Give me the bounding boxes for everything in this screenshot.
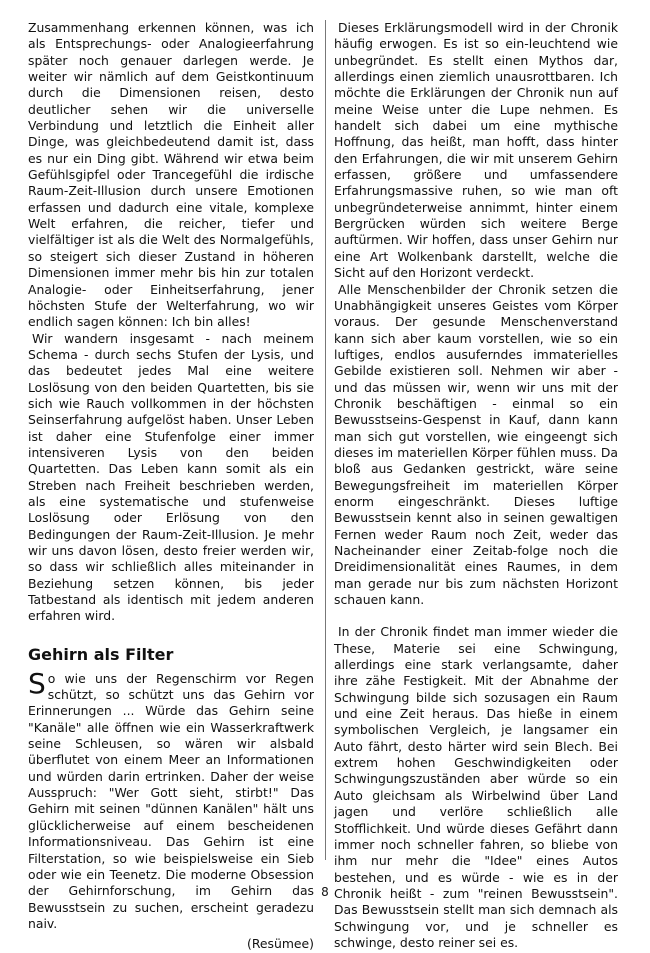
dropcap-letter: S <box>28 666 46 700</box>
right-column <box>334 20 618 951</box>
left-column <box>28 20 314 953</box>
section-heading: Gehirn als Filter <box>28 644 174 664</box>
page-number: 8 <box>321 885 329 899</box>
left-paragraph-1: Zusammenhang erkennen können, was ich als Entsprechungs- oder Analogieerfahrung später noch genauer darlegen werde. Je weiter wir nämlich auf dem Geistkontinuum durch die Dimensionen reisen, desto deutlicher sehen wir die universelle Verbindung und letztlich die Einheit aller Dinge, was gleichbedeutend damit ist, dass es nur ein Ding gibt. Während wir etwa beim Gefühlsgipfel oder Trancegefühl die irdische Raum-Zeit-Illusion durch unsere Emotionen erfassen und dadurch eine vitale, komplexe Welt erfahren, die reicher, tiefer und vielfältiger ist als die Welt des Normalgefühls, so steigert sich dieser Zustand in höheren Dimensionen immer mehr bis hin zur totalen Analogie- oder Einheitserfahrung, jener höchsten Stufe der Welterfahrung, wo wir endlich sagen können: Ich bin alles! <box>28 20 314 330</box>
left-paragraph-3-text: o wie uns der Regenschirm vor Regen schützt, so schützt uns das Gehirn vor Erinnerungen ... Würde das Gehirn seine "Kanäle" alle öffnen wie ein Wasserkraftwerk seine Schleusen, so wären wir alsbald überflutet von einem Meer an Informationen und würden darin ertrinken. Daher der weise Ausspruch: "Wer Gott sieht, stirbt!" Das Gehirn mit seinen "dünnen Kanälen" hält uns glücklicherweise auf einem bescheidenen Informationsniveau. Das Gehirn ist eine Filterstation, so wie beispielsweise ein Sieb oder wie ein Teenetz. Die moderne Obsession der Gehirnforschung, im Gehirn das Bewusstsein zu suchen, erscheint geradezu naiv. <box>28 670 314 931</box>
right-paragraph-1: Dieses Erklärungsmodell wird in der Chronik häufig erwogen. Es ist so ein-leuchtend wie unbegründet. Es stellt einen Mythos dar, allerdings einen ziemlich unausrottbaren. Ich möchte die Erklärungen der Chronik nun auf meine Weise unter die Lupe nehmen. Es handelt sich dabei um eine mythische Hoffnung, das heißt, man hofft, dass hinter den Erfahrungen, die wir mit unserem Gehirn erfassen, größere und umfassendere Erfahrungsmassive ruhen, so wie man oft unbegründeterweise annimmt, hinter einem Bergrücken würden sich weitere Berge auftürmen. Wir hoffen, dass unser Gehirn nur eine Art Wolkenbank darstellt, welche die Sicht auf den Horizont verdeckt. <box>334 20 618 281</box>
right-paragraph-2: Alle Menschenbilder der Chronik setzen die Unabhängigkeit unseres Geistes vom Körper voraus. Der gesunde Menschenverstand kann sich aber kaum vorstellen, wie so ein luftiges, endlos ausuferndes immaterielles Gebilde existieren soll. Nehmen wir aber - und das müssen wir, wenn wir uns mit der Chronik beschäftigen - einmal so ein Bewusstseins-Gespenst in Kauf, dann kann man sich gut vorstellen, wie eingeengt sich dieses im materiellen Körper fühlen muss. Da bloß aus Gedanken gestrickt, wäre seine Bewegungsfreiheit im materiellen Körper enorm eingeschränkt. Dieses luftige Bewusstsein kennt also in seinen gewaltigen Fernen weder Raum noch Zeit, weder das Nacheinander einer Zeitab-folge noch die Dreidimensionalität eines Raumes, in dem man gerade nur bis zum nächsten Horizont schauen kann. <box>334 281 618 608</box>
right-paragraph-3: In der Chronik findet man immer wieder die These, Materie sei eine Schwingung, allerdings eine stark verlangsamte, daher ihre zähe Festigkeit. Mit der Abnahme der Schwingung bilde sich sozusagen ein Raum und eine Zeit heraus. Das hieße in einem symbolischen Vergleich, je langsamer ein Auto fährt, desto härter wird sein Blech. Bei extrem hohen Geschwindigkeiten oder Schwingungszuständen aber würde so ein Auto gleichsam als Wirbelwind über Land jagen und verlöre schließlich alle Stofflichkeit. Und würde dieses Gefährt dann immer noch schneller fahren, so bliebe von ihm nur mehr die "Idee" eines Autos bestehen, und es würde - wie es in der Chronik heißt - zum "reinen Bewusstsein". Das Bewusstsein stellt man sich demnach als Schwingung vor, und je schneller es schwinge, desto reiner sei es. <box>334 624 618 950</box>
signature: (Resümee) <box>247 936 314 952</box>
column-divider <box>325 20 326 860</box>
left-paragraph-2: Wir wandern insgesamt - nach meinem Schema - durch sechs Stufen der Lysis, und das bedeutet jedes Mal eine weitere Loslösung von den beiden Quartetten, bis sie sich wie Rauch vollkommen in der höchsten Seinserfahrung aufgelöst haben. Unser Leben ist daher eine Stufenfolge einer immer intensiveren Lysis von den beiden Quartetten. Das Leben kann somit als ein Streben nach Freiheit beschrieben werden, als eine systematische und stufenweise Loslösung oder Erlösung von den Bedingungen der Raum-Zeit-Illusion. Je mehr wir uns davon lösen, desto freier werden wir, so dass wir schließlich alles miteinander in Beziehung setzen können, bis jeder Tatbestand als identisch mit jedem anderen erfahren wird. <box>28 330 314 624</box>
paragraph-gap <box>334 608 618 624</box>
